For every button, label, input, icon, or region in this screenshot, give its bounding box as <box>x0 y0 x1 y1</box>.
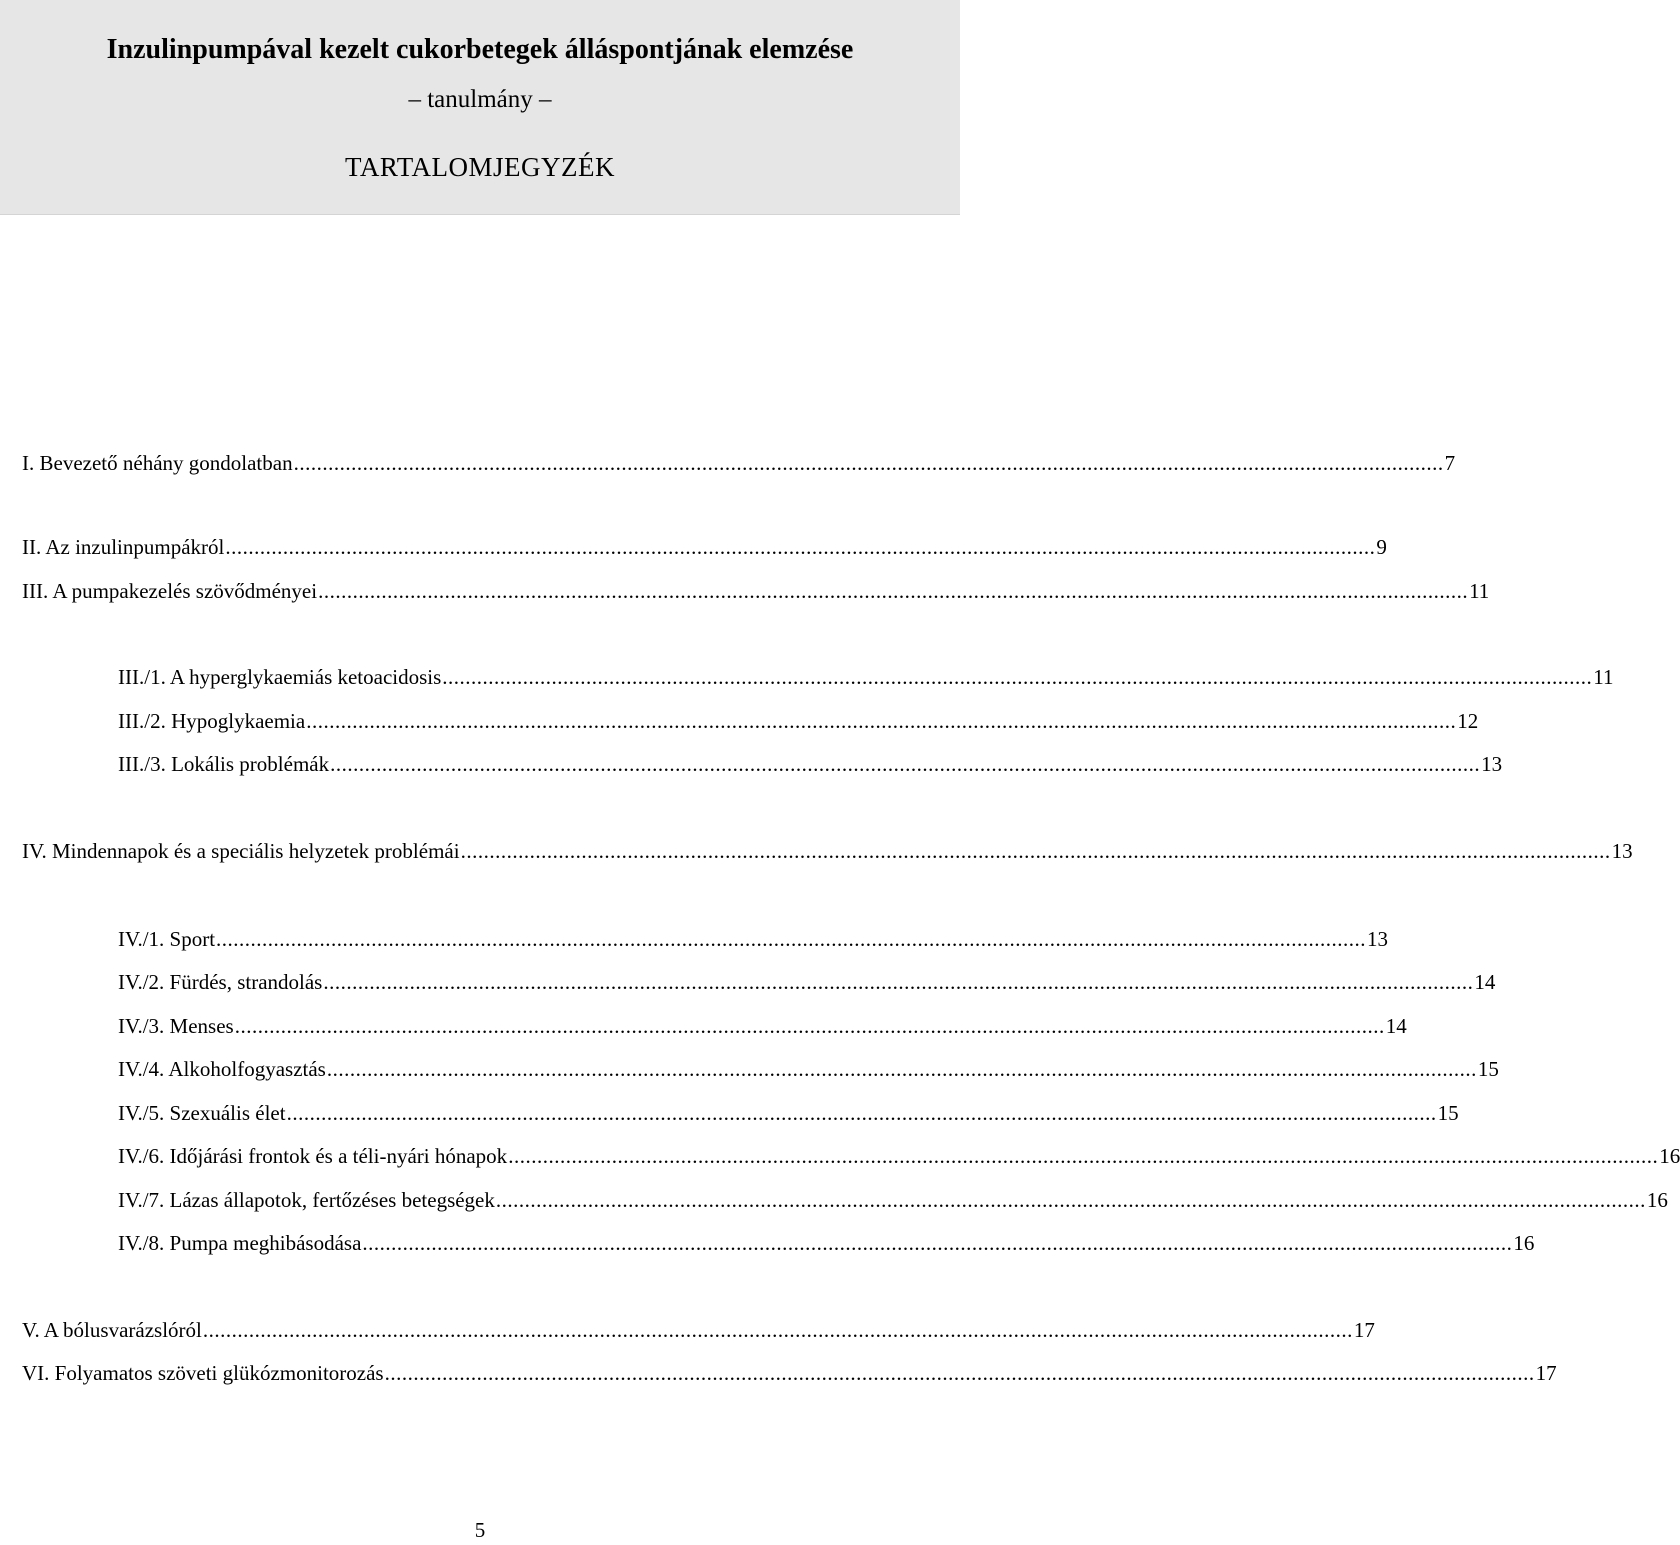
toc-entry-3-3[interactable] <box>118 749 1503 779</box>
toc-entry-4[interactable] <box>22 836 1633 866</box>
toc-label: IV./2. Fürdés, strandolás <box>118 970 323 994</box>
toc-entry-4-4[interactable] <box>118 1054 1499 1084</box>
toc-entry-1[interactable] <box>22 448 1456 478</box>
toc-page: 11 <box>1593 665 1614 689</box>
toc-label: IV./7. Lázas állapotok, fertőzéses betegségek <box>118 1188 495 1212</box>
toc-leader: ........................................................................................................................................................................................................ <box>326 1057 1477 1081</box>
toc-leader: ........................................................................................................................................................................................................ <box>202 1318 1353 1342</box>
toc-leader: ........................................................................................................................................................................................................ <box>495 1188 1646 1212</box>
toc-label: I. Bevezető néhány gondolatban <box>22 451 293 475</box>
toc-label: III./3. Lokális problémák <box>118 752 330 776</box>
toc-page: 14 <box>1385 1014 1407 1038</box>
toc-page: 11 <box>1469 579 1490 603</box>
toc-leader: ........................................................................................................................................................................................................ <box>330 752 1481 776</box>
toc-leader: ........................................................................................................................................................................................................ <box>318 579 1469 603</box>
toc-page: 16 <box>1513 1231 1535 1255</box>
toc-leader: ........................................................................................................................................................................................................ <box>293 451 1444 475</box>
document-title: Inzulinpumpával kezelt cukorbetegek álláspontjának elemzése <box>106 34 854 65</box>
toc-page: 15 <box>1477 1057 1499 1081</box>
toc-entry-2[interactable] <box>22 532 1387 562</box>
toc-leader: ........................................................................................................................................................................................................ <box>306 709 1457 733</box>
toc-page: 13 <box>1611 839 1633 863</box>
toc-label: III./2. Hypoglykaemia <box>118 709 306 733</box>
toc-entry-4-6[interactable] <box>118 1141 1680 1171</box>
toc-entry-3-1[interactable] <box>118 662 1614 692</box>
toc-leader: ........................................................................................................................................................................................................ <box>286 1101 1437 1125</box>
toc-heading: TARTALOMJEGYZÉK <box>344 152 616 182</box>
toc-page: 13 <box>1481 752 1503 776</box>
toc-page: 16 <box>1659 1144 1680 1168</box>
toc-label: IV./8. Pumpa meghibásodása <box>118 1231 362 1255</box>
toc-page: 14 <box>1474 970 1496 994</box>
document-header <box>0 0 960 215</box>
toc-leader: ........................................................................................................................................................................................................ <box>216 927 1367 951</box>
toc-leader: ........................................................................................................................................................................................................ <box>323 970 1474 994</box>
toc-page: 13 <box>1367 927 1389 951</box>
toc-entry-4-2[interactable] <box>118 967 1496 997</box>
toc-label: II. Az inzulinpumpákról <box>22 535 225 559</box>
document-subtitle: – tanulmány – <box>408 86 552 113</box>
toc-label: IV./4. Alkoholfogyasztás <box>118 1057 326 1081</box>
toc-label: IV. Mindennapok és a speciális helyzetek problémái <box>22 839 460 863</box>
toc-entry-4-5[interactable] <box>118 1098 1459 1128</box>
toc-leader: ........................................................................................................................................................................................................ <box>225 535 1376 559</box>
toc-page: 16 <box>1646 1188 1668 1212</box>
toc-label: III. A pumpakezelés szövődményei <box>22 579 318 603</box>
toc-entry-6[interactable] <box>22 1358 1557 1388</box>
toc-leader: ........................................................................................................................................................................................................ <box>442 665 1593 689</box>
toc-leader: ........................................................................................................................................................................................................ <box>460 839 1611 863</box>
page-number: 5 <box>474 1518 486 1542</box>
toc-leader: ........................................................................................................................................................................................................ <box>362 1231 1513 1255</box>
toc-leader: ........................................................................................................................................................................................................ <box>234 1014 1385 1038</box>
toc-page: 7 <box>1444 451 1456 475</box>
toc-page: 15 <box>1437 1101 1459 1125</box>
toc-label: VI. Folyamatos szöveti glükózmonitorozás <box>22 1361 384 1385</box>
toc-label: III./1. A hyperglykaemiás ketoacidosis <box>118 665 442 689</box>
toc-entry-4-8[interactable] <box>118 1228 1535 1258</box>
toc-page: 9 <box>1376 535 1387 559</box>
toc-entry-4-3[interactable] <box>118 1011 1407 1041</box>
toc-leader: ........................................................................................................................................................................................................ <box>384 1361 1535 1385</box>
toc-label: IV./1. Sport <box>118 927 216 951</box>
toc-label: IV./6. Időjárási frontok és a téli-nyári hónapok <box>118 1144 508 1168</box>
toc-entry-5[interactable] <box>22 1315 1375 1345</box>
toc-page: 12 <box>1457 709 1479 733</box>
toc-entry-3-2[interactable] <box>118 706 1479 736</box>
toc-entry-3[interactable] <box>22 576 1490 606</box>
toc-entry-4-7[interactable] <box>118 1185 1668 1215</box>
toc-page: 17 <box>1353 1318 1375 1342</box>
toc-label: IV./3. Menses <box>118 1014 234 1038</box>
toc-label: V. A bólusvarázslóról <box>22 1318 202 1342</box>
toc-leader: ........................................................................................................................................................................................................ <box>508 1144 1659 1168</box>
toc-label: IV./5. Szexuális élet <box>118 1101 286 1125</box>
toc-page: 17 <box>1535 1361 1557 1385</box>
toc-entry-4-1[interactable] <box>118 924 1389 954</box>
